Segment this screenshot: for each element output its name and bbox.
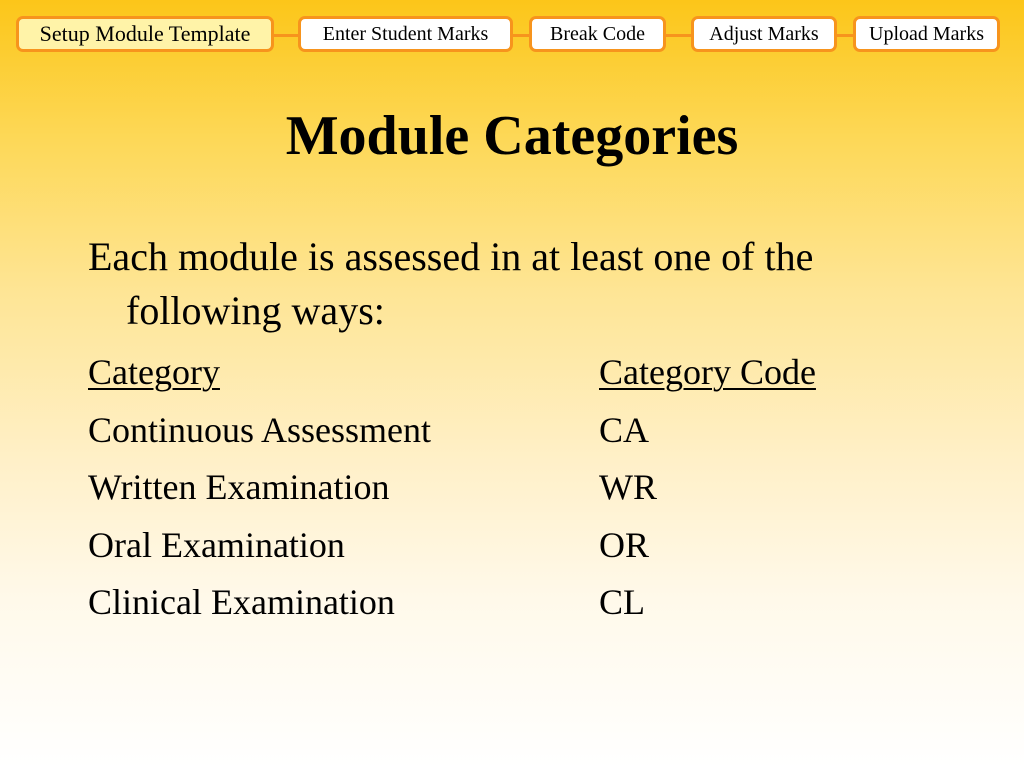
table-row xyxy=(88,523,948,567)
intro-line-2: following ways: xyxy=(126,288,385,333)
nav-step-break-code[interactable]: Break Code xyxy=(529,16,666,52)
table-row xyxy=(88,408,948,452)
category-name: Continuous Assessment xyxy=(88,410,432,450)
nav-step-adjust-marks[interactable]: Adjust Marks xyxy=(691,16,837,52)
table-header xyxy=(88,350,948,394)
intro-paragraph xyxy=(88,230,948,338)
category-code: OR xyxy=(599,525,650,565)
header-category-code: Category Code xyxy=(599,352,816,392)
nav-connector xyxy=(272,34,300,37)
category-code: WR xyxy=(599,467,657,507)
category-code: CA xyxy=(599,410,650,450)
category-name: Clinical Examination xyxy=(88,582,395,622)
category-code: CL xyxy=(599,582,646,622)
intro-line-1: Each module is assessed in at least one of the xyxy=(88,234,814,279)
nav-step-setup-module-template[interactable]: Setup Module Template xyxy=(16,16,274,52)
nav-connector xyxy=(511,34,531,37)
nav-step-enter-student-marks[interactable]: Enter Student Marks xyxy=(298,16,513,52)
category-name: Oral Examination xyxy=(88,525,345,565)
header-category: Category xyxy=(88,352,220,392)
table-row xyxy=(88,580,948,624)
category-name: Written Examination xyxy=(88,467,390,507)
nav-connector xyxy=(835,34,855,37)
page-title: Module Categories xyxy=(285,105,739,167)
nav-step-upload-marks[interactable]: Upload Marks xyxy=(853,16,1000,52)
table-row xyxy=(88,465,948,509)
nav-connector xyxy=(664,34,693,37)
